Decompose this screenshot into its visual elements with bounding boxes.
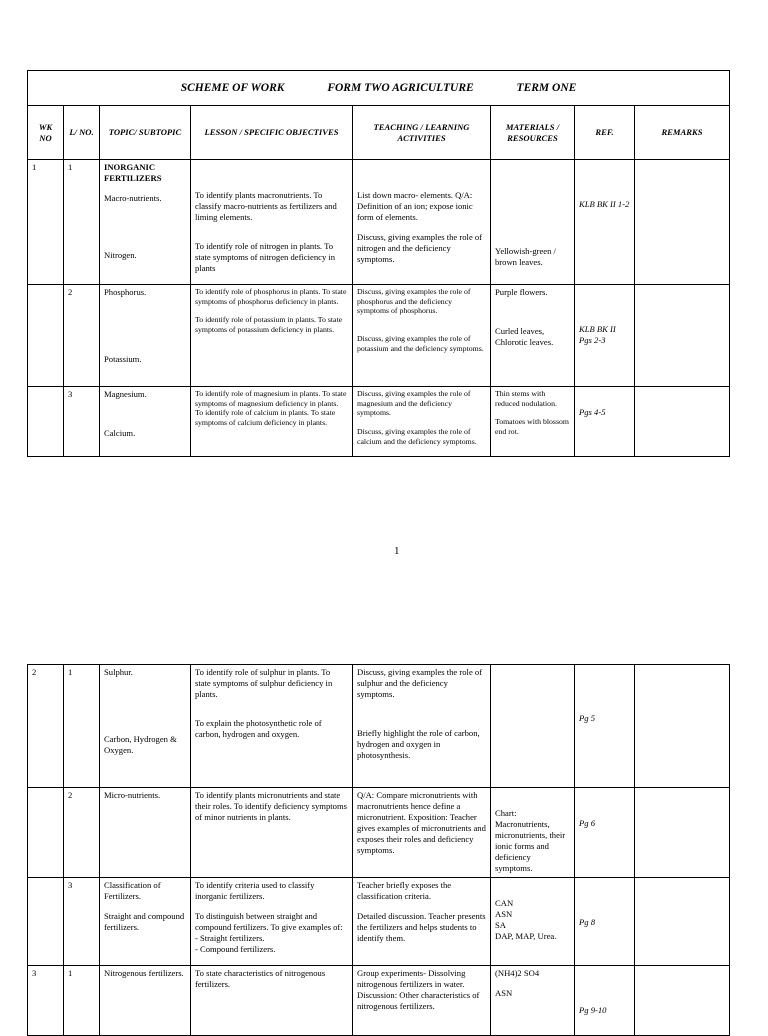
cell-lno: 2 <box>64 285 100 387</box>
objective-text: To identify role of calcium in plants. To state symptoms of calcium deficiency in plants. <box>195 408 336 428</box>
cell-wk: 2 <box>28 665 64 788</box>
header-objectives: LESSON / SPECIFIC OBJECTIVES <box>191 106 353 160</box>
materials-text: CAN <box>495 898 514 908</box>
topic-text: Potassium. <box>104 353 142 364</box>
title-form-subject: FORM TWO AGRICULTURE <box>327 81 474 94</box>
page-number: 1 <box>394 545 400 557</box>
header-topic: TOPIC/ SUBTOPIC <box>100 106 191 160</box>
topic-text: Classification of Fertilizers. <box>104 880 161 901</box>
title-term: TERM ONE <box>516 81 577 94</box>
title-scheme-of-work: SCHEME OF WORK <box>180 81 285 94</box>
cell-ref <box>575 788 635 878</box>
table-row <box>28 665 730 788</box>
topic-text: Micro-nutrients. <box>104 790 161 800</box>
cell-activities <box>353 387 491 457</box>
topic-text: Sulphur. <box>104 667 133 677</box>
cell-ref <box>575 665 635 788</box>
activity-text: Discuss, giving examples the role of calcium and the deficiency symptoms. <box>357 427 477 446</box>
header-row <box>28 106 730 160</box>
cell-materials <box>491 160 575 285</box>
activity-text: Detailed discussion. Teacher presents the fertilizers and helps students to identify them. <box>357 910 486 943</box>
objective-text: To identify role of sulphur in plants. To state symptoms of sulphur deficiency in plants. <box>195 667 333 699</box>
objective-text: To state characteristics of nitrogenous fertilizers. <box>195 968 326 989</box>
materials-text: Thin stems with reduced nodulation. <box>495 389 557 408</box>
objective-text: To explain the photosynthetic role of carbon, hydrogen and oxygen. <box>195 717 322 739</box>
cell-objectives <box>191 665 353 788</box>
activity-text: List down macro- elements. Q/A: Definition of an ion; expose ionic form of elements. <box>357 190 473 222</box>
table-row <box>28 788 730 878</box>
cell-activities <box>353 285 491 387</box>
cell-materials <box>491 966 575 1036</box>
cell-lno: 2 <box>64 788 100 878</box>
objective-text: To identify role of nitrogen in plants. To state symptoms of nitrogen deficiency in plants <box>195 240 336 273</box>
header-lno: L/ NO. <box>64 106 100 160</box>
cell-activities <box>353 878 491 966</box>
cell-objectives <box>191 966 353 1036</box>
materials-text: Chart: Macronutrients, micronutrients, their ionic forms and deficiency symptoms. <box>495 808 566 873</box>
cell-remarks <box>635 878 730 966</box>
table-row <box>28 966 730 1036</box>
header-ref: REF. <box>575 106 635 160</box>
materials-text: Purple flowers. <box>495 287 548 297</box>
activity-text: Q/A: Compare micronutrients with macronutrients hence define a micronutrient. Exposition: Teacher gives examples of micronutrients and exposes their roles and deficiency symptoms. <box>357 790 486 855</box>
materials-text: SA <box>495 919 506 930</box>
cell-lno: 1 <box>64 160 100 285</box>
objective-text: - Straight fertilizers. <box>195 932 265 943</box>
materials-text: Tomatoes with blossom end rot. <box>495 417 569 437</box>
header-remarks: REMARKS <box>635 106 730 160</box>
topic-text: Nitrogen. <box>104 249 137 260</box>
topic-text: Straight and compound fertilizers. <box>104 910 185 932</box>
activity-text: Discuss, giving examples the role of nitrogen and the deficiency symptoms. <box>357 231 483 264</box>
cell-lno: 3 <box>64 387 100 457</box>
cell-lno: 1 <box>64 966 100 1036</box>
cell-topic <box>100 387 191 457</box>
materials-text: DAP, MAP, Urea. <box>495 930 557 941</box>
objective-text: - Compound fertilizers. <box>195 943 276 954</box>
cell-remarks <box>635 788 730 878</box>
objective-text: To identify role of potassium in plants. To state symptoms of potassium deficiency in plants. <box>195 315 343 335</box>
objective-text: To identify plants macronutrients. To classify macro-nutrients as fertilizers and liming elements. <box>195 190 337 222</box>
cell-materials <box>491 788 575 878</box>
cell-objectives <box>191 788 353 878</box>
header-activities: TEACHING / LEARNING ACTIVITIES <box>353 106 491 160</box>
materials-text: (NH4)2 SO4 <box>495 968 540 978</box>
ref-text: KLB BK II Pgs 2-3 <box>579 324 616 345</box>
topic-text: Carbon, Hydrogen & Oxygen. <box>104 733 177 755</box>
topic-heading: INORGANIC FERTILIZERS <box>104 162 162 183</box>
cell-topic <box>100 878 191 966</box>
ref-text: Pg 6 <box>579 818 595 828</box>
cell-lno: 3 <box>64 878 100 966</box>
cell-activities <box>353 966 491 1036</box>
cell-topic <box>100 665 191 788</box>
table-row <box>28 387 730 457</box>
cell-wk: 3 <box>28 966 64 1036</box>
activity-text: Discuss, giving examples the role of sulphur and the deficiency symptoms. <box>357 667 483 699</box>
cell-lno: 1 <box>64 665 100 788</box>
cell-objectives <box>191 285 353 387</box>
cell-materials <box>491 878 575 966</box>
topic-text: Magnesium. <box>104 389 147 399</box>
scheme-table-page-2 <box>27 664 730 1036</box>
cell-materials <box>491 387 575 457</box>
cell-topic <box>100 788 191 878</box>
cell-objectives <box>191 878 353 966</box>
cell-topic <box>100 160 191 285</box>
cell-wk <box>28 387 64 457</box>
scheme-table-page-1 <box>27 70 730 457</box>
activity-text: Discuss, giving examples the role of phosphorus and the deficiency symptoms of phosphorus. <box>357 287 471 316</box>
table-row <box>28 878 730 966</box>
cell-wk <box>28 285 64 387</box>
cell-remarks <box>635 387 730 457</box>
cell-objectives <box>191 160 353 285</box>
activity-text: Group experiments- Dissolving nitrogenous fertilizers in water. Discussion: Other characteristics of nitrogenous fertilizers. <box>357 968 480 1011</box>
ref-text: Pgs 4-5 <box>579 407 606 417</box>
cell-ref <box>575 285 635 387</box>
activity-text: Discuss, giving examples the role of potassium and the deficiency symptoms. <box>357 334 484 353</box>
ref-text: Pg 8 <box>579 917 595 927</box>
cell-remarks <box>635 966 730 1036</box>
cell-wk <box>28 878 64 966</box>
objective-text: To identify criteria used to classify inorganic fertilizers. <box>195 880 315 901</box>
materials-text: ASN <box>495 908 513 919</box>
objective-text: To identify role of phosphorus in plants. To state symptoms of phosphorus deficiency in plants. <box>195 287 347 306</box>
cell-topic <box>100 966 191 1036</box>
ref-text: KLB BK II 1-2 <box>579 199 630 209</box>
activity-text: Teacher briefly exposes the classification criteria. <box>357 880 452 901</box>
cell-activities <box>353 665 491 788</box>
materials-text: Curled leaves, Chlorotic leaves. <box>495 325 554 347</box>
materials-text: Yellowish-green / brown leaves. <box>495 246 556 267</box>
table-row <box>28 285 730 387</box>
objective-text: To distinguish between straight and compound fertilizers. To give examples of: <box>195 910 343 932</box>
objective-text: To identify plants micronutrients and state their roles. To identify deficiency symptoms of minor nutrients in plants. <box>195 790 347 822</box>
cell-ref <box>575 966 635 1036</box>
cell-objectives <box>191 387 353 457</box>
materials-text: ASN <box>495 987 513 998</box>
cell-remarks <box>635 160 730 285</box>
table-row <box>28 160 730 285</box>
cell-materials <box>491 665 575 788</box>
cell-materials <box>491 285 575 387</box>
objective-text: To identify role of magnesium in plants. To state symptoms of magnesium deficiency in plants. <box>195 389 347 408</box>
header-wk: WK NO <box>28 106 64 160</box>
cell-activities <box>353 160 491 285</box>
cell-activities <box>353 788 491 878</box>
topic-text: Phosphorus. <box>104 287 147 297</box>
topic-text: Nitrogenous fertilizers. <box>104 968 184 978</box>
cell-ref <box>575 878 635 966</box>
cell-topic <box>100 285 191 387</box>
cell-wk <box>28 788 64 878</box>
scheme-title <box>28 71 730 106</box>
ref-text: Pg 9-10 <box>579 1005 607 1015</box>
activity-text: Discuss, giving examples the role of magnesium and the deficiency symptoms. <box>357 389 471 418</box>
topic-text: Macro-nutrients. <box>104 192 162 203</box>
ref-text: Pg 5 <box>579 713 595 723</box>
cell-wk: 1 <box>28 160 64 285</box>
cell-ref <box>575 387 635 457</box>
cell-ref <box>575 160 635 285</box>
cell-remarks <box>635 285 730 387</box>
activity-text: Briefly highlight the role of carbon, hydrogen and oxygen in photosynthesis. <box>357 727 480 760</box>
cell-remarks <box>635 665 730 788</box>
header-materials: MATERIALS / RESOURCES <box>491 106 575 160</box>
topic-text: Calcium. <box>104 427 136 438</box>
